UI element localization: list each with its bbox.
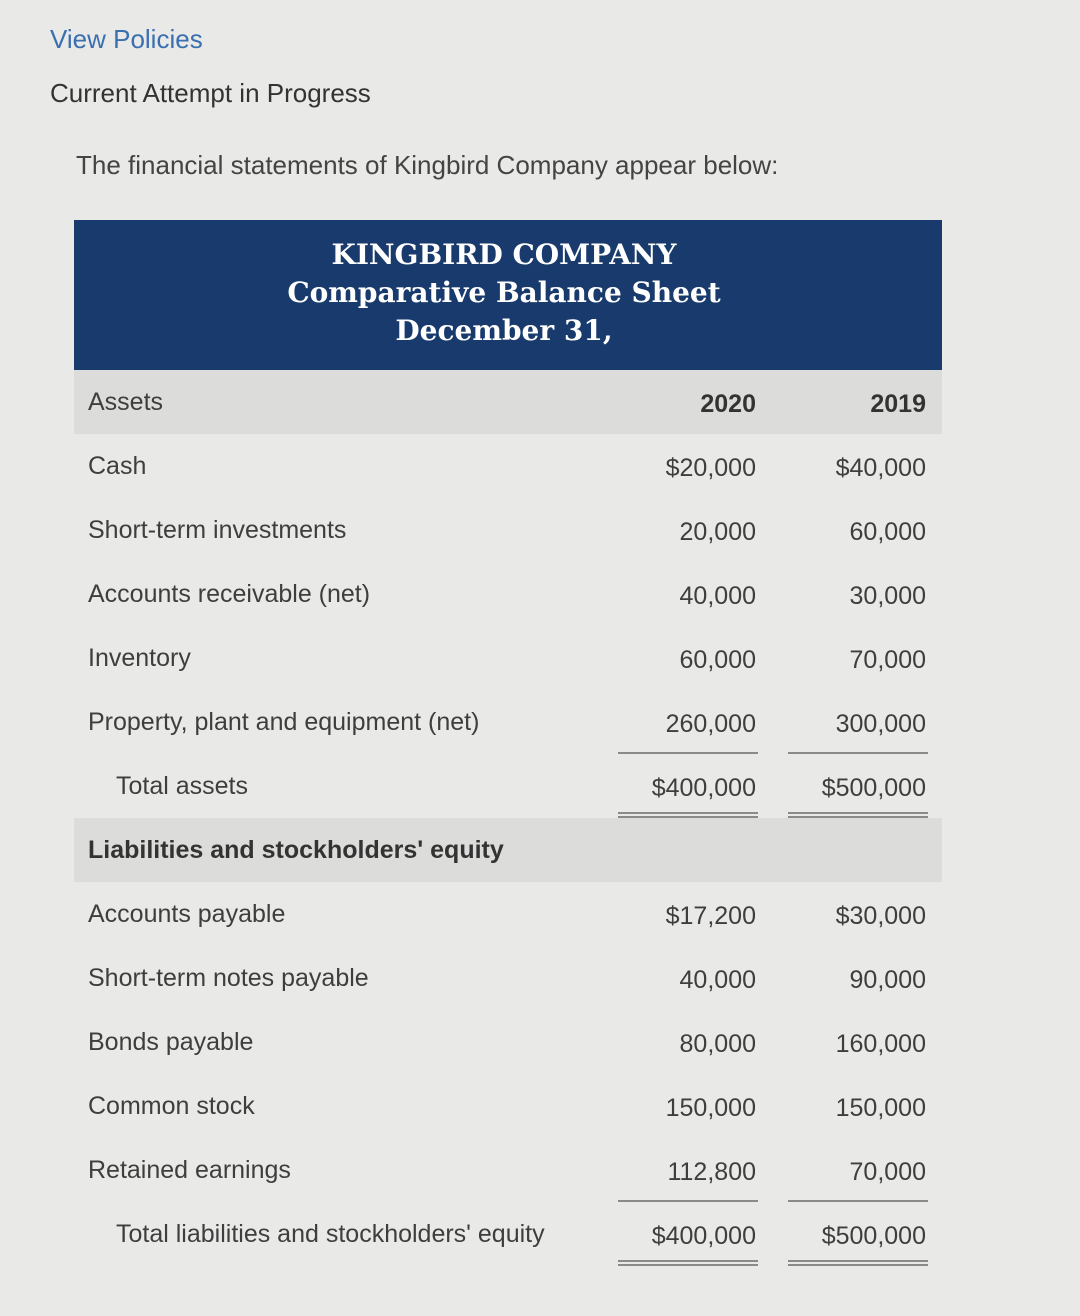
value-2019: 90,000: [849, 966, 926, 994]
value-2019: 300,000: [835, 710, 926, 738]
table-row-accounts-payable: [74, 882, 942, 946]
total-double-underline-2020: [618, 1260, 758, 1266]
table-row-total-assets: [74, 754, 942, 818]
assets-header-row: [74, 370, 942, 434]
row-label: Property, plant and equipment (net): [88, 708, 480, 736]
value-2020: $400,000: [651, 774, 756, 802]
balance-sheet-table: [74, 220, 942, 1266]
row-label: Cash: [88, 452, 147, 480]
assets-heading: Assets: [88, 388, 164, 416]
view-policies-link[interactable]: View Policies: [50, 24, 203, 54]
row-label: Retained earnings: [88, 1156, 291, 1184]
company-name: KINGBIRD COMPANY: [331, 238, 677, 271]
value-2020: $20,000: [665, 454, 756, 482]
row-label: Common stock: [88, 1092, 255, 1120]
year-2019-header: 2019: [870, 390, 926, 418]
value-2020: $17,200: [665, 902, 756, 930]
table-row-accounts-receivable: [74, 562, 942, 626]
table-row-inventory: [74, 626, 942, 690]
row-label: Inventory: [88, 644, 191, 672]
row-label: Total assets: [116, 772, 249, 800]
value-2020: 60,000: [679, 646, 756, 674]
table-row-bonds-payable: [74, 1010, 942, 1074]
table-row-total-liabilities-equity: [74, 1202, 942, 1266]
table-row-cash: [74, 434, 942, 498]
value-2020: 40,000: [679, 966, 756, 994]
statement-title: Comparative Balance Sheet: [287, 276, 721, 309]
value-2019: 70,000: [849, 646, 926, 674]
value-2019: $500,000: [821, 774, 926, 802]
row-label: Bonds payable: [88, 1028, 254, 1056]
row-label: Total liabilities and stockholders' equity: [116, 1220, 545, 1248]
value-2019: 160,000: [835, 1030, 926, 1058]
value-2020: 40,000: [679, 582, 756, 610]
table-row-property-plant-equipment: [74, 690, 942, 754]
row-label: Short-term investments: [88, 516, 347, 544]
statement-date: December 31,: [395, 314, 613, 347]
value-2019: $30,000: [835, 902, 926, 930]
value-2020: 80,000: [679, 1030, 756, 1058]
row-label: Short-term notes payable: [88, 964, 369, 992]
value-2019: 30,000: [849, 582, 926, 610]
value-2019: 70,000: [849, 1158, 926, 1186]
value-2020: $400,000: [651, 1222, 756, 1250]
value-2019: $40,000: [835, 454, 926, 482]
value-2019: 150,000: [835, 1094, 926, 1122]
value-2020: 20,000: [679, 518, 756, 546]
value-2020: 260,000: [665, 710, 756, 738]
value-2019: $500,000: [821, 1222, 926, 1250]
total-double-underline-2019: [788, 1260, 928, 1266]
balance-sheet-header: [74, 220, 942, 370]
table-row-short-term-notes-payable: [74, 946, 942, 1010]
table-row-common-stock: [74, 1074, 942, 1138]
value-2019: 60,000: [849, 518, 926, 546]
row-label: Accounts receivable (net): [88, 580, 371, 608]
table-row-retained-earnings: [74, 1138, 942, 1202]
value-2020: 112,800: [667, 1158, 756, 1186]
table-row-short-term-investments: [74, 498, 942, 562]
attempt-status: Current Attempt in Progress: [50, 78, 371, 108]
year-2020-header: 2020: [700, 390, 756, 418]
liabilities-header-row: [74, 818, 942, 882]
liabilities-heading: Liabilities and stockholders' equity: [88, 836, 504, 864]
row-label: Accounts payable: [88, 900, 286, 928]
intro-text: The financial statements of Kingbird Company appear below:: [76, 150, 779, 180]
value-2020: 150,000: [665, 1094, 756, 1122]
